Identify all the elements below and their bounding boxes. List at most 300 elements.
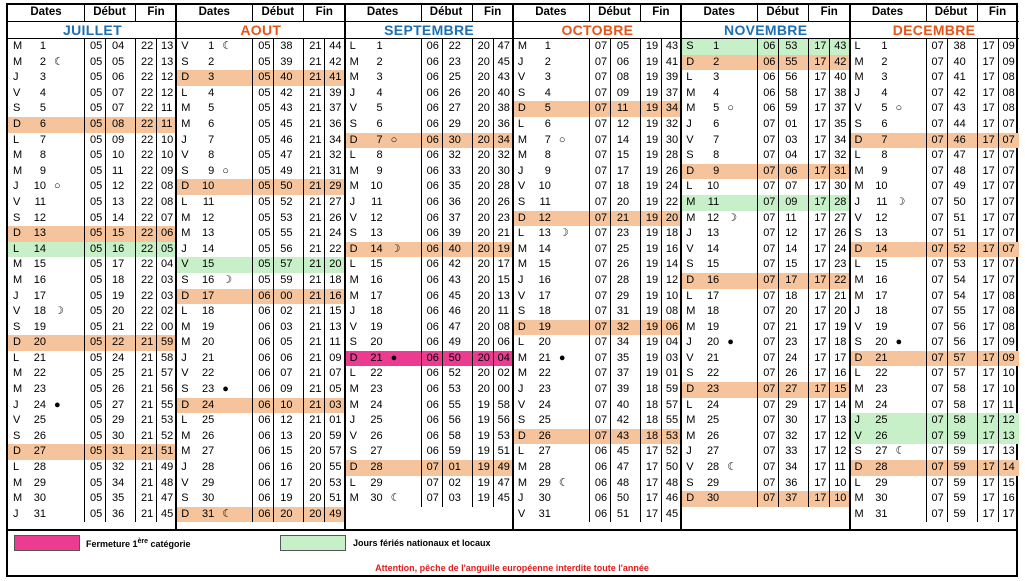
day-number: 14 [33, 242, 46, 255]
day-number: 23 [706, 383, 720, 396]
weekday-letter: V [349, 429, 357, 442]
day-row [681, 39, 850, 55]
start-hour: 07 [931, 164, 944, 177]
start-minute: 57 [280, 258, 293, 271]
end-minute: 23 [497, 211, 510, 224]
end-minute: 49 [329, 507, 342, 520]
month-title: NOVEMBRE [681, 22, 850, 39]
end-minute: 11 [329, 336, 341, 349]
end-minute: 30 [665, 133, 679, 146]
day-row [8, 335, 177, 351]
weekday-letter: J [349, 305, 356, 318]
end-hour: 19 [645, 242, 659, 255]
day-row [8, 413, 177, 429]
start-hour: 05 [90, 305, 103, 318]
day-number: 20 [875, 336, 888, 349]
day-row [176, 476, 345, 492]
start-hour: 05 [90, 117, 103, 130]
weekday-letter: V [181, 40, 189, 52]
start-minute: 57 [953, 367, 966, 380]
weekday-letter: L [854, 258, 861, 271]
start-hour: 05 [90, 461, 103, 474]
start-minute: 17 [112, 258, 125, 271]
weekday-letter: V [854, 211, 862, 224]
end-minute: 39 [329, 86, 342, 99]
start-minute: 05 [616, 40, 630, 52]
end-hour: 19 [477, 398, 490, 411]
weekday-letter: M [854, 398, 864, 411]
day-number: 17 [33, 289, 46, 302]
start-hour: 05 [258, 71, 271, 84]
start-minute: 35 [112, 492, 125, 505]
start-hour: 05 [90, 211, 103, 224]
weekday-letter: J [686, 227, 692, 240]
end-header: Fin [820, 6, 838, 18]
end-minute: 51 [329, 492, 342, 505]
end-minute: 55 [665, 414, 679, 427]
end-hour: 19 [645, 102, 659, 115]
end-hour: 19 [477, 492, 490, 505]
start-minute: 23 [785, 336, 798, 349]
weekday-letter: S [517, 86, 526, 99]
start-hour: 07 [763, 164, 776, 177]
day-number: 10 [538, 180, 551, 193]
day-number: 11 [34, 195, 46, 208]
start-hour: 07 [931, 258, 944, 271]
start-hour: 06 [426, 86, 439, 99]
end-minute: 07 [329, 367, 342, 380]
end-hour: 20 [477, 258, 490, 271]
day-number: 11 [539, 195, 551, 208]
end-minute: 00 [497, 383, 510, 396]
start-hour: 05 [90, 195, 103, 208]
end-hour: 21 [309, 102, 322, 115]
start-hour: 07 [594, 383, 608, 396]
weekday-letter: D [349, 133, 358, 146]
day-number: 15 [33, 258, 46, 271]
day-number: 7 [881, 133, 888, 146]
start-hour: 07 [763, 117, 776, 130]
end-hour: 17 [814, 273, 827, 286]
end-minute: 59 [161, 336, 174, 349]
day-number: 25 [875, 414, 888, 427]
day-row [8, 55, 177, 71]
start-minute: 06 [616, 55, 630, 68]
day-row [681, 55, 850, 71]
start-hour: 07 [594, 180, 608, 193]
start-hour: 07 [594, 86, 608, 99]
weekday-letter: M [517, 351, 528, 364]
day-row [176, 226, 345, 242]
day-number: 27 [202, 445, 215, 458]
end-hour: 17 [982, 102, 995, 115]
start-hour: 06 [258, 461, 271, 474]
start-hour: 07 [931, 476, 944, 489]
start-minute: 34 [785, 461, 798, 474]
end-minute: 08 [161, 195, 174, 208]
end-minute: 31 [329, 164, 342, 177]
day-row [681, 117, 850, 133]
day-row [850, 304, 1019, 320]
weekday-letter: S [686, 149, 694, 162]
end-hour: 19 [645, 180, 659, 193]
start-hour: 06 [426, 273, 439, 286]
end-hour: 19 [477, 445, 490, 458]
day-number: 3 [713, 71, 720, 84]
weekday-letter: S [686, 40, 694, 52]
end-minute: 21 [497, 227, 510, 240]
day-row [513, 211, 682, 227]
weekday-letter: D [686, 273, 695, 286]
start-minute: 38 [953, 40, 966, 52]
end-hour: 19 [645, 195, 659, 208]
start-minute: 50 [616, 492, 630, 505]
end-minute: 07 [1002, 227, 1015, 240]
day-number: 26 [202, 429, 215, 442]
dates-header: Dates [198, 6, 230, 18]
end-hour: 21 [309, 180, 322, 193]
weekday-letter: M [686, 429, 696, 442]
end-minute: 30 [497, 164, 510, 177]
end-hour: 17 [982, 367, 995, 380]
end-minute: 06 [665, 320, 679, 333]
day-number: 22 [538, 367, 551, 380]
start-minute: 37 [785, 492, 798, 505]
end-minute: 09 [329, 351, 342, 364]
day-number: 30 [538, 492, 551, 505]
weekday-letter: M [517, 367, 528, 380]
weekday-letter: L [686, 289, 693, 302]
start-hour: 05 [90, 258, 103, 271]
day-row [176, 320, 345, 336]
day-row [8, 351, 177, 367]
closure-swatch [14, 535, 80, 551]
day-row [345, 133, 514, 149]
day-row [176, 366, 345, 382]
end-hour: 17 [982, 476, 995, 489]
end-hour: 18 [645, 414, 659, 427]
moon-last-quarter-icon: ☽ [222, 273, 233, 286]
end-minute: 16 [834, 367, 847, 380]
end-hour: 20 [477, 133, 490, 146]
start-minute: 40 [616, 398, 630, 411]
end-minute: 52 [665, 445, 679, 458]
start-minute: 59 [953, 445, 966, 458]
start-hour: 06 [594, 507, 608, 520]
day-row [513, 273, 682, 289]
weekday-letter: V [517, 507, 526, 520]
start-header: Début [429, 6, 463, 18]
end-minute: 07 [1002, 273, 1015, 286]
start-minute: 58 [785, 86, 798, 99]
start-hour: 06 [763, 55, 776, 68]
day-row [850, 179, 1019, 195]
start-minute: 59 [280, 273, 293, 286]
month-aout [176, 5, 345, 529]
day-number: 19 [538, 320, 551, 333]
start-hour: 07 [931, 117, 944, 130]
start-minute: 22 [448, 40, 461, 52]
weekday-letter: V [854, 320, 862, 333]
end-hour: 21 [141, 507, 154, 520]
day-row [850, 382, 1019, 398]
weekday-letter: M [854, 383, 864, 396]
start-minute: 00 [280, 289, 293, 302]
start-minute: 09 [616, 86, 630, 99]
day-number: 30 [370, 492, 383, 505]
start-minute: 27 [448, 102, 461, 115]
start-hour: 07 [763, 461, 776, 474]
start-minute: 15 [112, 227, 125, 240]
day-row [681, 195, 850, 211]
weekday-letter: J [517, 492, 524, 505]
end-hour: 17 [814, 289, 827, 302]
start-hour: 06 [426, 445, 439, 458]
end-minute: 17 [834, 351, 847, 364]
start-minute: 48 [953, 164, 966, 177]
start-hour: 07 [594, 211, 608, 224]
weekday-letter: J [686, 117, 692, 130]
day-row [8, 86, 177, 102]
end-minute: 58 [161, 351, 174, 364]
start-hour: 07 [426, 476, 439, 489]
end-hour: 17 [982, 336, 995, 349]
day-number: 25 [538, 414, 551, 427]
day-number: 9 [39, 164, 46, 177]
start-hour: 06 [258, 289, 271, 302]
weekday-letter: M [181, 429, 191, 442]
end-hour: 19 [645, 351, 659, 364]
start-hour: 05 [258, 242, 271, 255]
end-minute: 23 [834, 258, 847, 271]
end-minute: 26 [834, 227, 847, 240]
end-hour: 17 [645, 445, 659, 458]
day-row [345, 117, 514, 133]
weekday-letter: L [517, 336, 525, 349]
day-number: 12 [538, 211, 551, 224]
moon-full-icon: ○ [558, 133, 566, 146]
start-minute: 03 [280, 320, 293, 333]
day-row [8, 211, 177, 227]
end-minute: 27 [834, 211, 847, 224]
day-row [850, 491, 1019, 507]
day-number: 6 [881, 117, 888, 130]
moon-full-icon: ○ [390, 133, 398, 146]
weekday-letter: M [349, 71, 359, 84]
day-row [850, 242, 1019, 258]
end-hour: 21 [141, 429, 154, 442]
day-row [513, 444, 682, 460]
end-minute: 34 [834, 133, 847, 146]
end-hour: 21 [309, 383, 322, 396]
start-hour: 07 [763, 476, 776, 489]
weekday-letter: M [13, 383, 23, 396]
day-row [176, 289, 345, 305]
start-hour: 05 [90, 476, 103, 489]
day-row [850, 164, 1019, 180]
end-hour: 17 [814, 445, 827, 458]
start-hour: 06 [426, 336, 439, 349]
weekday-letter: S [686, 258, 694, 271]
start-minute: 18 [616, 180, 630, 193]
weekday-letter: M [517, 242, 528, 255]
day-number: 12 [706, 211, 720, 224]
start-minute: 20 [112, 305, 125, 318]
weekday-letter: M [181, 336, 191, 349]
end-hour: 21 [309, 398, 322, 411]
day-number: 23 [538, 383, 551, 396]
column-headers [345, 5, 514, 22]
weekday-letter: V [686, 461, 694, 474]
start-hour: 07 [931, 336, 944, 349]
end-minute: 30 [834, 180, 847, 193]
day-row [681, 491, 850, 507]
weekday-letter: M [13, 258, 23, 271]
end-minute: 04 [161, 258, 174, 271]
day-number: 28 [875, 461, 888, 474]
end-hour: 17 [814, 180, 827, 193]
moon-first-quarter-icon: ☾ [558, 476, 569, 489]
start-hour: 07 [931, 133, 944, 146]
start-minute: 20 [280, 507, 293, 520]
day-row [176, 70, 345, 86]
end-hour: 21 [309, 336, 322, 349]
weekday-letter: M [181, 102, 191, 115]
end-hour: 21 [309, 414, 322, 427]
weekday-letter: S [854, 117, 862, 130]
moon-last-quarter-icon: ☽ [558, 227, 569, 240]
day-row [850, 460, 1019, 476]
day-row [176, 55, 345, 71]
day-number: 12 [33, 211, 46, 224]
moon-waxing-crescent-icon: ☾ [54, 55, 64, 68]
start-minute: 14 [616, 133, 630, 146]
day-row [176, 273, 345, 289]
weekday-letter: L [349, 40, 356, 52]
start-hour: 07 [594, 258, 608, 271]
start-minute: 39 [280, 55, 293, 68]
day-number: 17 [202, 289, 215, 302]
day-row [681, 351, 850, 367]
end-minute: 09 [161, 164, 174, 177]
start-hour: 05 [90, 86, 103, 99]
weekday-letter: J [349, 86, 356, 99]
day-number: 11 [202, 195, 215, 208]
end-hour: 21 [309, 40, 322, 52]
weekday-letter: M [854, 180, 864, 193]
day-row [8, 507, 177, 523]
closure-legend-label: Fermeture 1ère catégorie [86, 538, 191, 549]
day-row [176, 335, 345, 351]
day-row [345, 211, 514, 227]
end-hour: 19 [645, 320, 659, 333]
end-hour: 21 [309, 289, 322, 302]
weekday-letter: L [349, 476, 356, 489]
end-hour: 21 [141, 398, 154, 411]
weekday-letter: M [517, 149, 528, 162]
start-hour: 07 [594, 336, 608, 349]
start-minute: 26 [448, 86, 461, 99]
end-hour: 17 [982, 398, 995, 411]
weekday-letter: J [13, 507, 19, 520]
day-row [513, 289, 682, 305]
end-hour: 17 [982, 461, 995, 474]
day-number: 19 [706, 320, 720, 333]
moon-first-quarter-icon: ☾ [222, 507, 233, 520]
end-hour: 17 [982, 414, 995, 427]
end-hour: 19 [645, 133, 659, 146]
day-number: 19 [370, 320, 383, 333]
weekday-letter: L [13, 242, 20, 255]
moon-new-icon: ● [222, 383, 229, 396]
day-number: 20 [33, 336, 46, 349]
end-minute: 06 [161, 227, 174, 240]
day-row [176, 460, 345, 476]
end-minute: 03 [161, 289, 174, 302]
day-number: 3 [208, 71, 215, 84]
start-hour: 07 [594, 273, 608, 286]
start-minute: 56 [448, 414, 461, 427]
weekday-letter: V [517, 398, 526, 411]
day-row [345, 179, 514, 195]
start-minute: 56 [953, 320, 966, 333]
day-number: 10 [33, 180, 46, 193]
day-row [513, 304, 682, 320]
start-hour: 06 [258, 320, 271, 333]
day-number: 21 [538, 351, 551, 364]
end-minute: 13 [161, 55, 174, 68]
end-minute: 12 [834, 429, 847, 442]
end-hour: 17 [982, 180, 995, 193]
end-hour: 19 [645, 258, 659, 271]
weekday-letter: V [517, 289, 526, 302]
day-number: 16 [370, 273, 383, 286]
day-row [8, 133, 177, 149]
day-number: 6 [39, 117, 46, 130]
end-minute: 22 [834, 273, 847, 286]
start-minute: 03 [785, 133, 798, 146]
start-hour: 06 [426, 367, 439, 380]
start-hour: 05 [90, 71, 103, 84]
start-minute: 08 [112, 117, 125, 130]
end-hour: 20 [309, 445, 322, 458]
day-number: 22 [202, 367, 215, 380]
end-minute: 19 [834, 320, 847, 333]
weekday-letter: L [181, 195, 188, 208]
start-minute: 06 [280, 351, 293, 364]
weekday-letter: V [181, 149, 189, 162]
start-minute: 25 [112, 367, 125, 380]
start-hour: 07 [931, 273, 944, 286]
start-hour: 05 [258, 227, 271, 240]
end-minute: 09 [1002, 336, 1015, 349]
weekday-letter: M [349, 273, 359, 286]
start-hour: 06 [426, 414, 439, 427]
day-number: 6 [208, 117, 215, 130]
day-row [513, 226, 682, 242]
start-minute: 51 [953, 211, 966, 224]
end-minute: 28 [665, 149, 679, 162]
start-hour: 05 [90, 336, 103, 349]
weekday-letter: M [349, 492, 359, 505]
weekday-letter: M [854, 273, 864, 286]
weekday-letter: J [13, 289, 19, 302]
day-row [345, 195, 514, 211]
start-minute: 13 [280, 429, 293, 442]
end-minute: 43 [497, 71, 510, 84]
weekday-letter: D [686, 164, 695, 177]
end-hour: 20 [477, 86, 490, 99]
